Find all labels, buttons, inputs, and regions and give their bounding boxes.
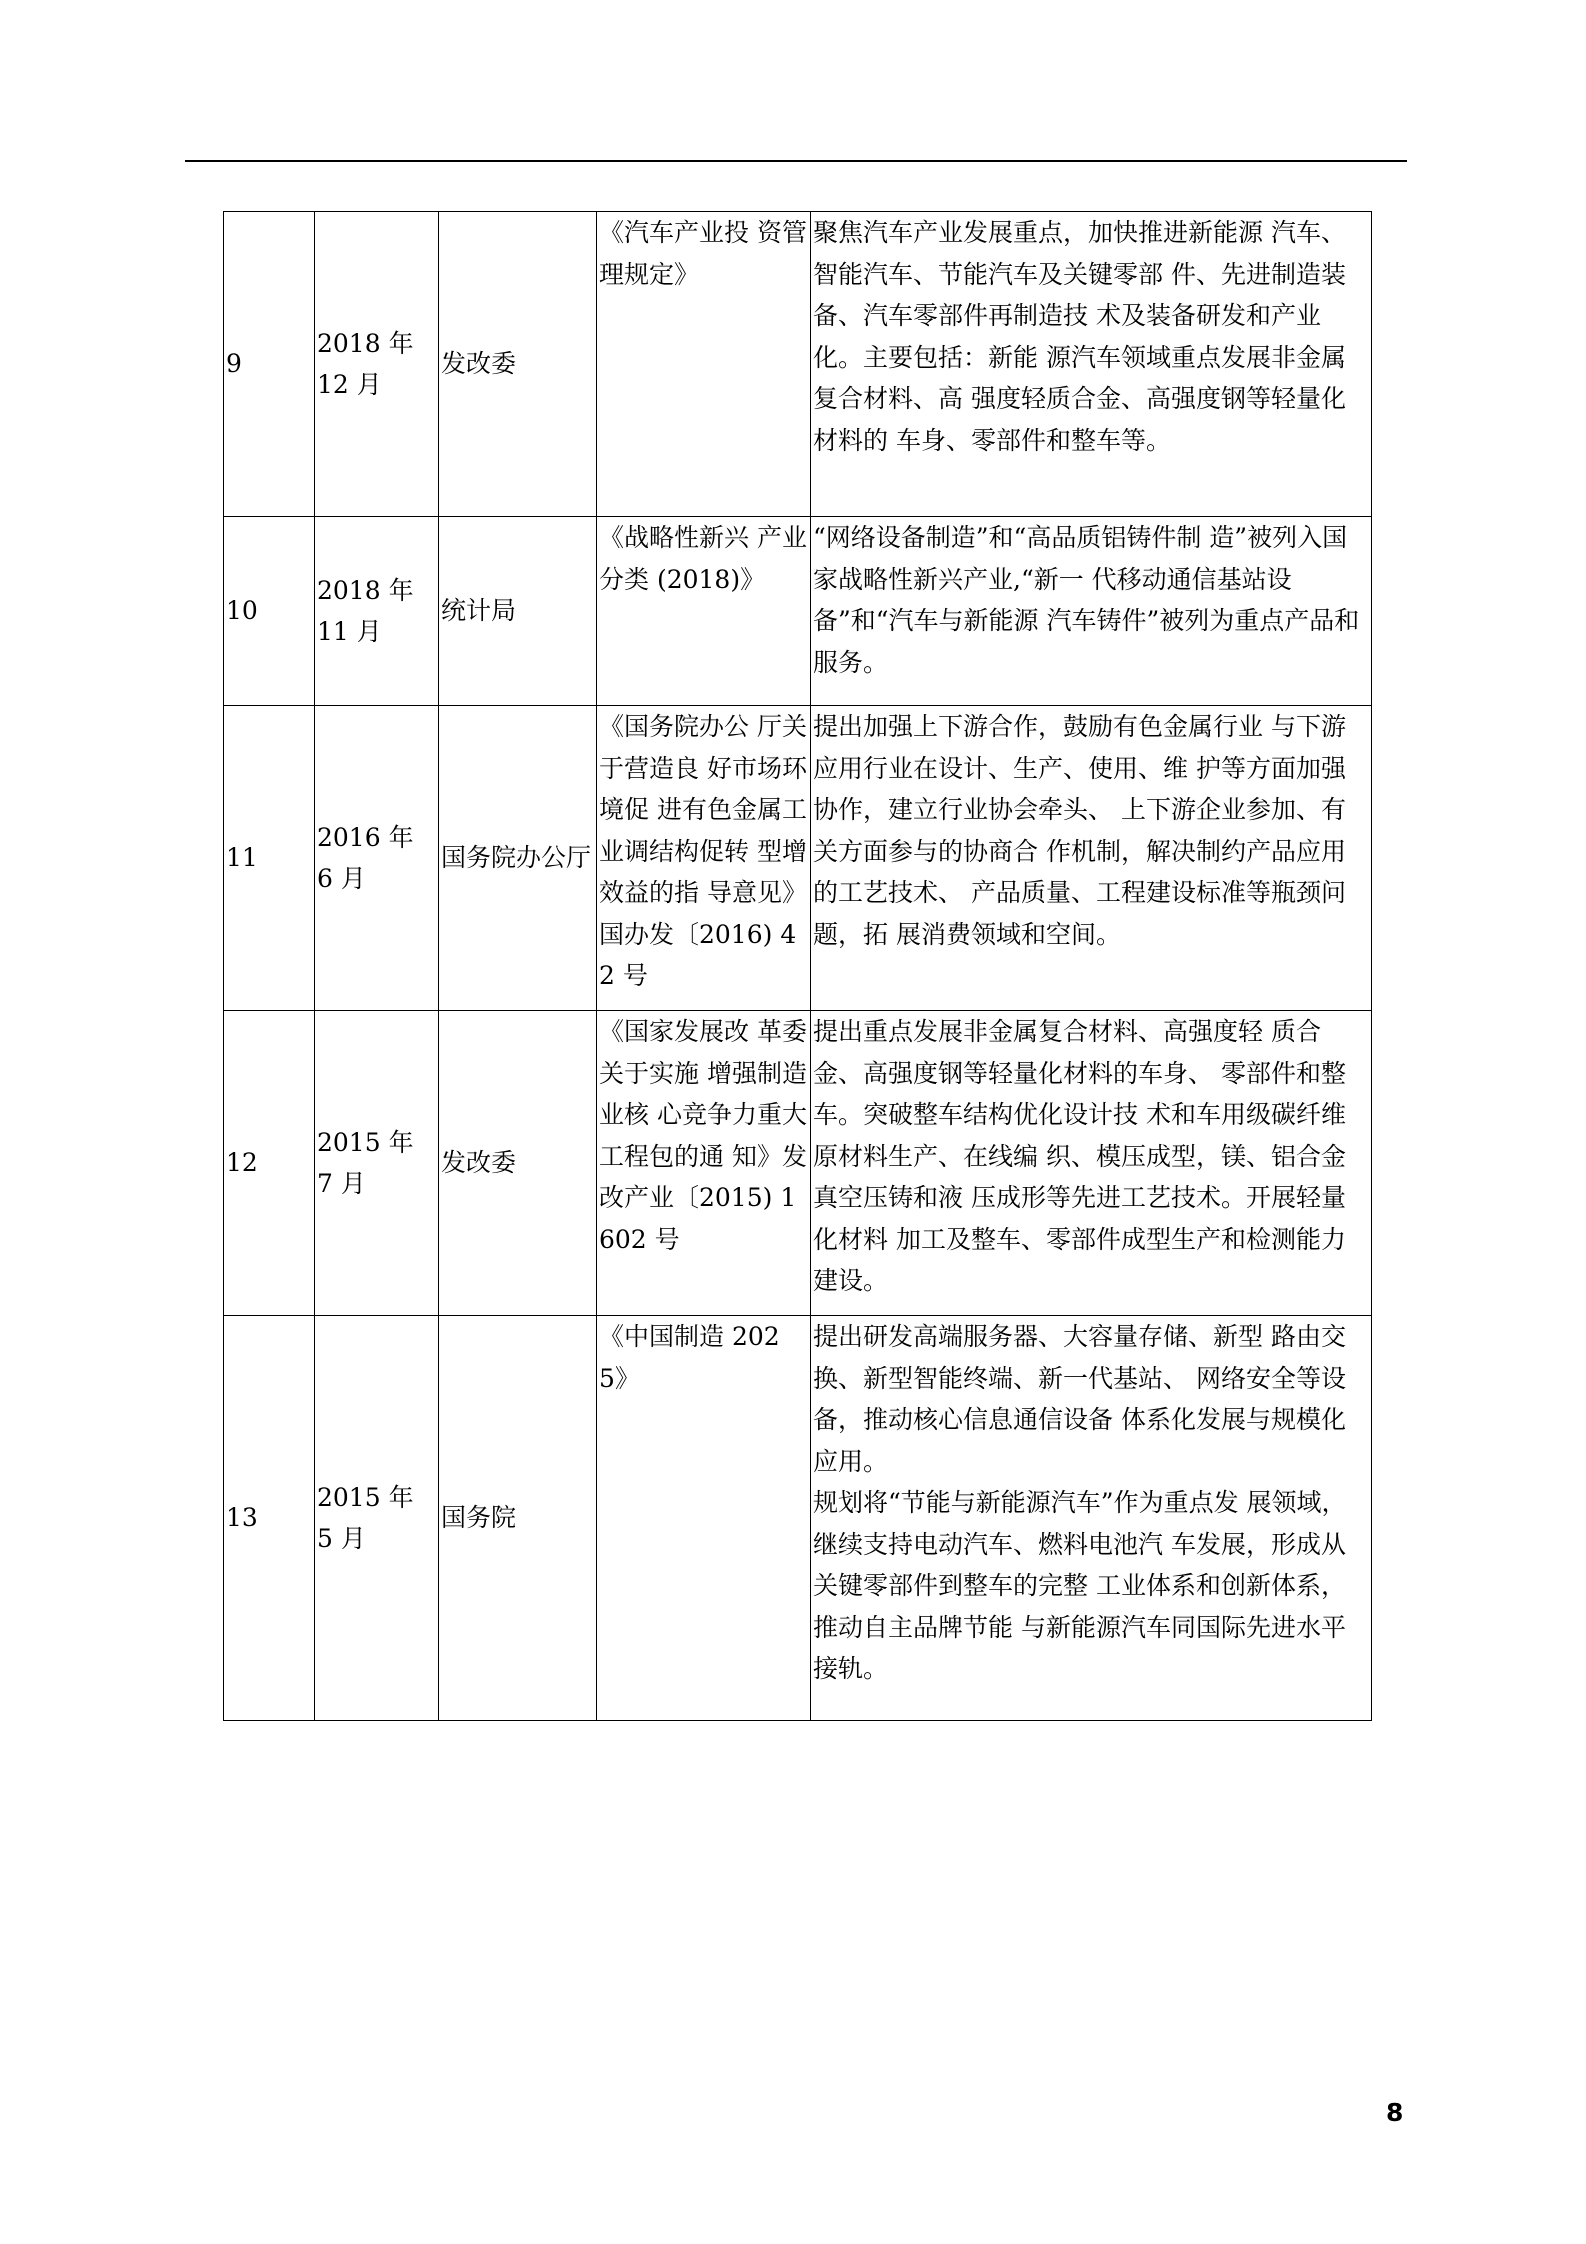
policy-content xyxy=(811,1011,1372,1316)
issue-date xyxy=(315,706,439,1011)
issuing-authority: 国务院 xyxy=(439,1316,597,1721)
policy-content xyxy=(811,212,1372,517)
row-number: 10 xyxy=(224,517,315,706)
table-row xyxy=(224,517,1372,706)
page-number: 8 xyxy=(1386,2098,1404,2127)
policy-content xyxy=(811,1316,1372,1721)
policy-title: 《国家发展改 革委关于实施 增强制造业核 心竞争力重大 工程包的通 知》发改产业〔2015) 1602 号 xyxy=(597,1011,811,1316)
issue-date xyxy=(315,1011,439,1316)
table-row xyxy=(224,212,1372,517)
issue-date-line: 11 月 xyxy=(317,617,382,646)
policy-content xyxy=(811,517,1372,706)
issuing-authority: 发改委 xyxy=(439,212,597,517)
issue-date-line: 5 月 xyxy=(317,1524,366,1553)
policy-table xyxy=(223,211,1372,1721)
issue-date-line: 7 月 xyxy=(317,1169,366,1198)
policy-content-paragraph: 提出重点发展非金属复合材料、高强度轻 质合金、高强度钢等轻量化材料的车身、 零部件和整车。突破整车结构优化设计技 术和车用级碳纤维原材料生产、在线编 织、模压成型，镁、铝合金真空压铸和液 压成形等先进工艺技术。开展轻量化材料 加工及整车、零部件成型生产和检测能力 建设。 xyxy=(813,1017,1346,1295)
policy-title: 《汽车产业投 资管理规定》 xyxy=(597,212,811,517)
issuing-authority: 发改委 xyxy=(439,1011,597,1316)
policy-content-paragraph: “网络设备制造”和“高品质铝铸件制 造”被列入国家战略性新兴产业,“新一 代移动通信基站设备”和“汽车与新能源 汽车铸件”被列为重点产品和服务。 xyxy=(813,523,1360,677)
issue-date-line: 2018 年 xyxy=(317,575,414,605)
issuing-authority: 统计局 xyxy=(439,517,597,706)
header-rule xyxy=(185,160,1407,162)
issue-date xyxy=(315,517,439,706)
row-number: 12 xyxy=(224,1011,315,1316)
policy-content-paragraph: 提出研发高端服务器、大容量存储、新型 路由交换、新型智能终端、新一代基站、 网络安全等设备，推动核心信息通信设备 体系化发展与规模化应用。 xyxy=(813,1322,1346,1476)
policy-content-paragraph: 规划将“节能与新能源汽车”作为重点发 展领域，继续支持电动汽车、燃料电池汽 车发展，形成从关键零部件到整车的完整 工业体系和创新体系，推动自主品牌节能 与新能源汽车同国际先进水平接轨。 xyxy=(813,1488,1347,1683)
policy-table-body xyxy=(224,212,1372,1721)
table-row xyxy=(224,1011,1372,1316)
issue-date-line: 12 月 xyxy=(317,370,382,399)
policy-content-paragraph: 提出加强上下游合作，鼓励有色金属行业 与下游应用行业在设计、生产、使用、维 护等方面加强协作，建立行业协会牵头、 上下游企业参加、有关方面参与的协商合 作机制，解决制约产品应用的工艺技术、 产品质量、工程建设标准等瓶颈问题，拓 展消费领域和空间。 xyxy=(813,712,1346,949)
issuing-authority: 国务院办公厅 xyxy=(439,706,597,1011)
table-row xyxy=(224,1316,1372,1721)
issue-date-line: 2015 年 xyxy=(317,1127,414,1157)
issue-date xyxy=(315,212,439,517)
row-number: 13 xyxy=(224,1316,315,1721)
policy-content-paragraph: 聚焦汽车产业发展重点，加快推进新能源 汽车、智能汽车、节能汽车及关键零部 件、先进制造装备、汽车零部件再制造技 术及装备研发和产业化。主要包括：新能 源汽车领域重点发展非金属复合材料、高 强度轻质合金、高强度钢等轻量化材料的 车身、零部件和整车等。 xyxy=(813,218,1346,455)
issue-date-line: 2016 年 xyxy=(317,822,414,852)
issue-date xyxy=(315,1316,439,1721)
table-row xyxy=(224,706,1372,1011)
row-number: 11 xyxy=(224,706,315,1011)
policy-title: 《战略性新兴 产业分类 (2018)》 xyxy=(597,517,811,706)
row-number: 9 xyxy=(224,212,315,517)
issue-date-line: 2015 年 xyxy=(317,1482,414,1512)
policy-title: 《中国制造 2025》 xyxy=(597,1316,811,1721)
policy-content xyxy=(811,706,1372,1011)
issue-date-line: 2018 年 xyxy=(317,328,414,358)
issue-date-line: 6 月 xyxy=(317,864,366,893)
policy-title: 《国务院办公 厅关于营造良 好市场环境促 进有色金属工 业调结构促转 型增效益的指 导意见》国办发〔2016) 42 号 xyxy=(597,706,811,1011)
